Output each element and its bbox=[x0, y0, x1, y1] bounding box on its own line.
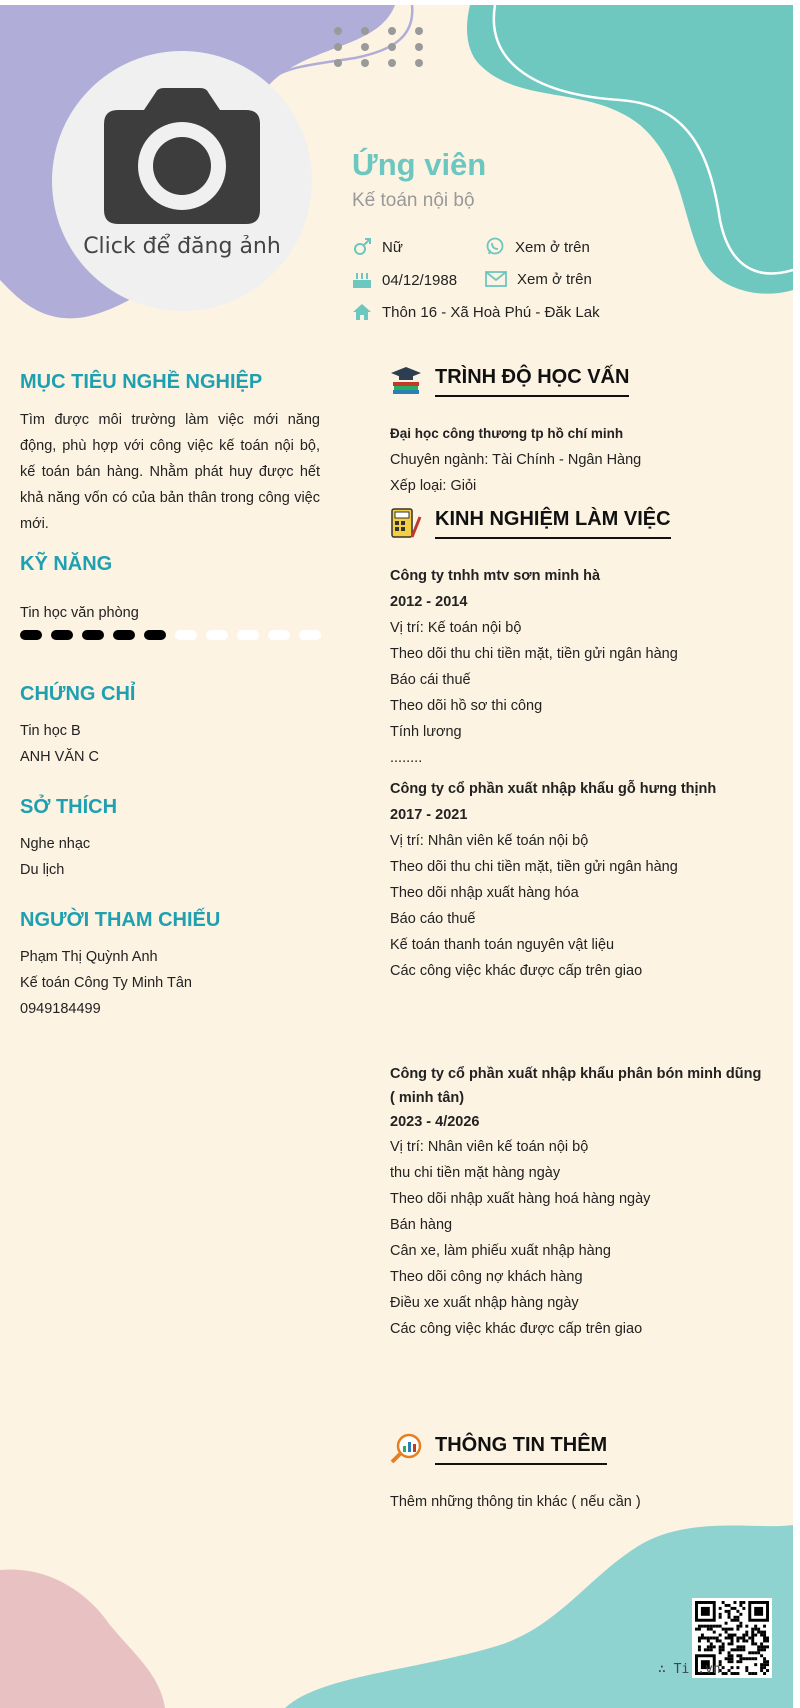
cv-page bbox=[0, 5, 793, 1708]
email-row bbox=[485, 270, 592, 288]
reference-item: Phạm Thị Quỳnh Anh bbox=[20, 949, 158, 965]
pink-blob bbox=[0, 1569, 165, 1708]
candidate-name: Ứng viên bbox=[352, 147, 487, 182]
skill-segment bbox=[51, 630, 73, 640]
skill-level-bar bbox=[20, 630, 321, 640]
job-line: Bán hàng bbox=[390, 1217, 453, 1233]
job-line: thu chi tiền mặt hàng ngày bbox=[390, 1165, 561, 1181]
watermark-text: ∴ Ti .vn bbox=[658, 1662, 721, 1677]
company-name: Công ty tnhh mtv sơn minh hà bbox=[390, 568, 601, 584]
experience-header bbox=[390, 507, 671, 539]
job-line: Theo dõi nhập xuất hàng hóa bbox=[390, 885, 579, 901]
job-line: Điều xe xuất nhập hàng ngày bbox=[390, 1295, 579, 1311]
magnifier-chart-icon bbox=[390, 1433, 422, 1465]
skill-segment bbox=[299, 630, 321, 640]
job-line: Theo dõi nhập xuất hàng hoá hàng ngày bbox=[390, 1191, 651, 1207]
photo-upload-label: Click để đăng ảnh bbox=[83, 234, 281, 259]
job-line: Kế toán thanh toán nguyên vật liệu bbox=[390, 937, 615, 953]
skill-segment bbox=[206, 630, 228, 640]
hobbies-heading: SỞ THÍCH bbox=[20, 796, 118, 818]
reference-item: 0949184499 bbox=[20, 1001, 101, 1017]
certificates-heading: CHỨNG CHỈ bbox=[20, 683, 136, 705]
school-name: Đại học công thương tp hồ chí minh bbox=[390, 426, 624, 441]
home-icon bbox=[352, 303, 372, 321]
objective-text: Tìm được môi trường làm việc mới năng động, phù hợp với công việc kế toán nội bộ, kế toán bán hàng. Nhằm phát huy được hết khả năng vốn có của bản thân trong công việc mới. bbox=[20, 412, 320, 532]
skill-segment bbox=[20, 630, 42, 640]
email-value: Xem ở trên bbox=[517, 270, 592, 288]
gender-row bbox=[352, 237, 403, 257]
extra-heading: THÔNG TIN THÊM bbox=[435, 1434, 607, 1465]
gender-value: Nữ bbox=[382, 238, 403, 256]
job-line: Vị trí: Kế toán nội bộ bbox=[390, 620, 522, 636]
job-line: Báo cái thuế bbox=[390, 672, 471, 688]
company-name: Công ty cổ phần xuất nhập khẩu gỗ hưng thịnh bbox=[390, 781, 717, 797]
extra-text: Thêm những thông tin khác ( nếu cần ) bbox=[390, 1494, 641, 1510]
education-block bbox=[390, 421, 641, 499]
birthday-cake-icon bbox=[352, 270, 372, 290]
graduation-books-icon bbox=[390, 365, 422, 397]
job-line: Các công việc khác được cấp trên giao bbox=[390, 1321, 643, 1337]
extra-header bbox=[390, 1433, 607, 1465]
address-row bbox=[352, 303, 600, 321]
major: Chuyên ngành: Tài Chính - Ngân Hàng bbox=[390, 452, 642, 468]
job-line: Theo dõi thu chi tiền mặt, tiền gửi ngân hàng bbox=[390, 646, 678, 662]
job-line: Báo cáo thuế bbox=[390, 911, 476, 927]
work-calculator-icon bbox=[390, 507, 422, 539]
gender-icon bbox=[352, 237, 372, 257]
job-block bbox=[390, 776, 716, 984]
email-envelope-icon bbox=[485, 270, 507, 288]
profile-photo-placeholder[interactable] bbox=[52, 51, 312, 311]
skill-segment bbox=[175, 630, 197, 640]
job-period: 2023 - 4/2026 bbox=[390, 1114, 480, 1130]
job-line: Theo dõi công nợ khách hàng bbox=[390, 1269, 583, 1285]
reference-item: Kế toán Công Ty Minh Tân bbox=[20, 975, 192, 991]
job-line: Theo dõi hồ sơ thi công bbox=[390, 698, 543, 714]
job-period: 2012 - 2014 bbox=[390, 594, 468, 610]
education-header bbox=[390, 365, 629, 397]
certificate-item: Tin học B bbox=[20, 723, 81, 739]
skills-heading: KỸ NĂNG bbox=[20, 553, 113, 575]
job-block bbox=[390, 563, 678, 771]
skill-segment bbox=[268, 630, 290, 640]
job-period: 2017 - 2021 bbox=[390, 807, 468, 823]
job-line: Vị trí: Nhân viên kế toán nội bộ bbox=[390, 1139, 589, 1155]
hobby-item: Nghe nhạc bbox=[20, 836, 91, 852]
job-line: Các công việc khác được cấp trên giao bbox=[390, 963, 643, 979]
grade: Xếp loại: Giỏi bbox=[390, 478, 477, 494]
address-value: Thôn 16 - Xã Hoà Phú - Đăk Lak bbox=[382, 303, 600, 321]
references-heading: NGƯỜI THAM CHIẾU bbox=[20, 909, 221, 931]
skill-segment bbox=[237, 630, 259, 640]
job-title: Kế toán nội bộ bbox=[352, 190, 475, 211]
skill-segment bbox=[82, 630, 104, 640]
company-name: Công ty cổ phần xuất nhập khẩu phân bón minh dũng ( minh tân) bbox=[390, 1066, 762, 1106]
phone-row bbox=[485, 237, 590, 257]
job-line: Vị trí: Nhân viên kế toán nội bộ bbox=[390, 833, 589, 849]
job-block bbox=[390, 1062, 770, 1342]
objective-heading: MỤC TIÊU NGHỀ NGHIỆP bbox=[20, 371, 263, 393]
job-line: Theo dõi thu chi tiền mặt, tiền gửi ngân hàng bbox=[390, 859, 678, 875]
hobby-item: Du lịch bbox=[20, 862, 65, 878]
job-line: Tính lương bbox=[390, 724, 462, 740]
certificate-item: ANH VĂN C bbox=[20, 749, 99, 765]
camera-icon bbox=[104, 88, 260, 224]
phone-value: Xem ở trên bbox=[515, 238, 590, 256]
skill-name: Tin học văn phòng bbox=[20, 605, 139, 621]
skill-segment bbox=[113, 630, 135, 640]
birthday-row bbox=[352, 270, 457, 290]
education-heading: TRÌNH ĐỘ HỌC VẤN bbox=[435, 366, 629, 397]
skill-segment bbox=[144, 630, 166, 640]
whatsapp-phone-icon bbox=[485, 237, 505, 257]
birthday-value: 04/12/1988 bbox=[382, 271, 458, 289]
experience-heading: KINH NGHIỆM LÀM VIỆC bbox=[435, 508, 671, 539]
job-line: Cân xe, làm phiếu xuất nhập hàng bbox=[390, 1243, 611, 1259]
job-line: ........ bbox=[390, 750, 423, 766]
